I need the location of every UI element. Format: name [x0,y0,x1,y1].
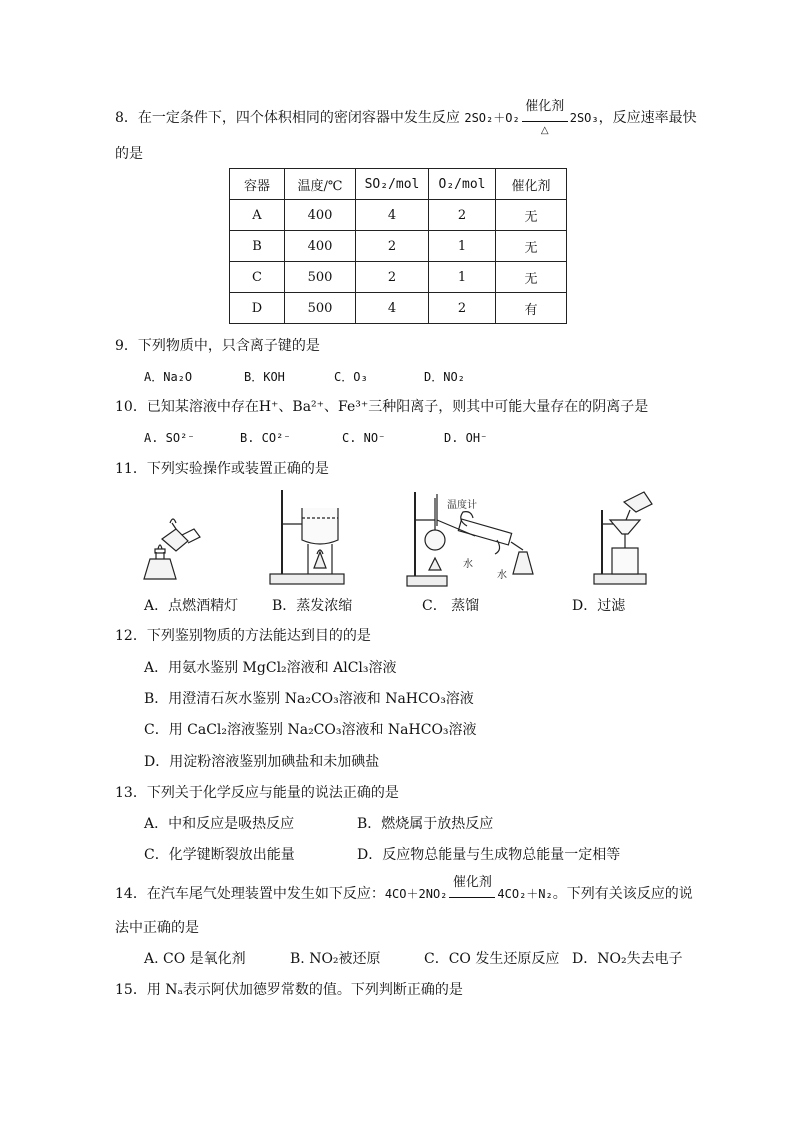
q8-eq-left: 2SO₂＋O₂ [464,111,520,125]
table-cell: D [230,293,285,324]
q9-option-c: C．O₃ [334,370,368,384]
table-cell: C [230,262,285,293]
table-header-cell: O₂/mol [429,169,496,200]
q14-catalyst-label: 催化剂 [452,875,492,890]
q9-option-a: A．Na₂O [144,370,193,384]
table-cell: 2 [429,200,496,231]
table-header-row [230,169,567,200]
table-cell: 1 [429,262,496,293]
table-cell: B [230,231,285,262]
table-row [230,231,567,262]
q9-option-b: B．KOH [244,370,285,384]
q11-option-b: B．蒸发浓缩 [272,598,353,614]
q10-option-c: C. NO⁻ [342,431,386,445]
table-header-cell: 温度/℃ [285,169,356,200]
q14-stem-post: 。下列有关该反应的说 [552,886,693,902]
water-in-label: 水 [463,559,473,570]
filtration-illustration [592,490,662,588]
table-cell: 4 [356,200,429,231]
table-cell: 400 [285,231,356,262]
q8-table [229,168,567,324]
table-header-cell: SO₂/mol [356,169,429,200]
q14-eq-right: 4CO₂＋N₂ [497,887,553,901]
q10-option-a: A. SO²⁻ [144,431,195,445]
q14-option-b: B. NO₂被还原 [290,951,381,967]
table-cell: 2 [356,231,429,262]
table-cell: 1 [429,231,496,262]
q11-option-d: D．过滤 [572,598,626,614]
q9-option-d: D．NO₂ [424,370,465,384]
q11-stem: 11．下列实验操作或装置正确的是 [115,461,329,477]
q11-option-c: C． 蒸馏 [422,598,480,614]
q10-stem: 10．已知某溶液中存在H⁺、Ba²⁺、Fe³⁺三种阳离子，则其中可能大量存在的阴离子是 [115,399,649,415]
q12-option-c: C．用 CaCl₂溶液鉴别 Na₂CO₃溶液和 NaHCO₃溶液 [144,722,477,738]
table-row [230,262,567,293]
table-cell: 400 [285,200,356,231]
water-out-label: 水 [497,570,507,581]
distillation-illustration [405,490,545,590]
q8-stem-post: ，反应速率最快 [598,110,697,126]
q13-option-a: A．中和反应是吸热反应 [144,816,295,832]
q14-catalyst-arrow [449,875,495,898]
table-cell: 2 [429,293,496,324]
q14-option-a: A. CO 是氧化剂 [144,951,246,967]
table-cell: 有 [496,293,567,324]
q14-line1 [115,875,693,904]
table-header-cell: 容器 [230,169,285,200]
table-row [230,293,567,324]
table-cell: 500 [285,262,356,293]
thermometer-label: 温度计 [447,500,477,511]
table-cell: 无 [496,200,567,231]
q9-stem: 9．下列物质中，只含离子键的是 [115,338,320,354]
table-row [230,200,567,231]
q8-line1 [115,99,697,136]
q8-catalyst-arrow [522,99,568,136]
q14-option-d: D．NO₂失去电子 [572,951,683,967]
table-cell: A [230,200,285,231]
q15-stem: 15．用 Nₐ表示阿伏加德罗常数的值。下列判断正确的是 [115,982,463,998]
table-cell: 2 [356,262,429,293]
q8-line2: 的是 [115,146,143,162]
q8-stem-pre: 8．在一定条件下，四个体积相同的密闭容器中发生反应 [115,110,465,126]
alcohol-lamp-illustration [136,515,208,587]
q14-eq-left: 4CO＋2NO₂ [384,887,448,901]
q12-option-b: B．用澄清石灰水鉴别 Na₂CO₃溶液和 NaHCO₃溶液 [144,691,474,707]
q11-option-a: A．点燃酒精灯 [144,598,239,614]
q13-stem: 13．下列关于化学反应与能量的说法正确的是 [115,785,399,801]
q13-option-d: D．反应物总能量与生成物总能量一定相等 [357,847,621,863]
q10-option-b: B. CO²⁻ [240,431,291,445]
evaporation-illustration [268,488,348,588]
table-cell: 4 [356,293,429,324]
table-cell: 500 [285,293,356,324]
q14-line2: 法中正确的是 [115,920,199,936]
q12-option-d: D．用淀粉溶液鉴别加碘盐和未加碘盐 [144,754,380,770]
q12-stem: 12．下列鉴别物质的方法能达到目的的是 [115,628,371,644]
q8-catalyst-label: 催化剂 [525,99,565,114]
q8-eq-right: 2SO₃ [569,111,599,125]
q13-option-c: C．化学键断裂放出能量 [144,847,295,863]
table-cell: 无 [496,262,567,293]
q12-option-a: A．用氨水鉴别 MgCl₂溶液和 AlCl₃溶液 [144,660,397,676]
q10-option-d: D. OH⁻ [444,431,488,445]
q14-option-c: C．CO 发生还原反应 [424,951,560,967]
q13-option-b: B．燃烧属于放热反应 [357,816,494,832]
table-header-cell: 催化剂 [496,169,567,200]
q14-stem-pre: 14．在汽车尾气处理装置中发生如下反应： [115,886,385,902]
q8-heat-label: △ [540,125,549,136]
table-cell: 无 [496,231,567,262]
